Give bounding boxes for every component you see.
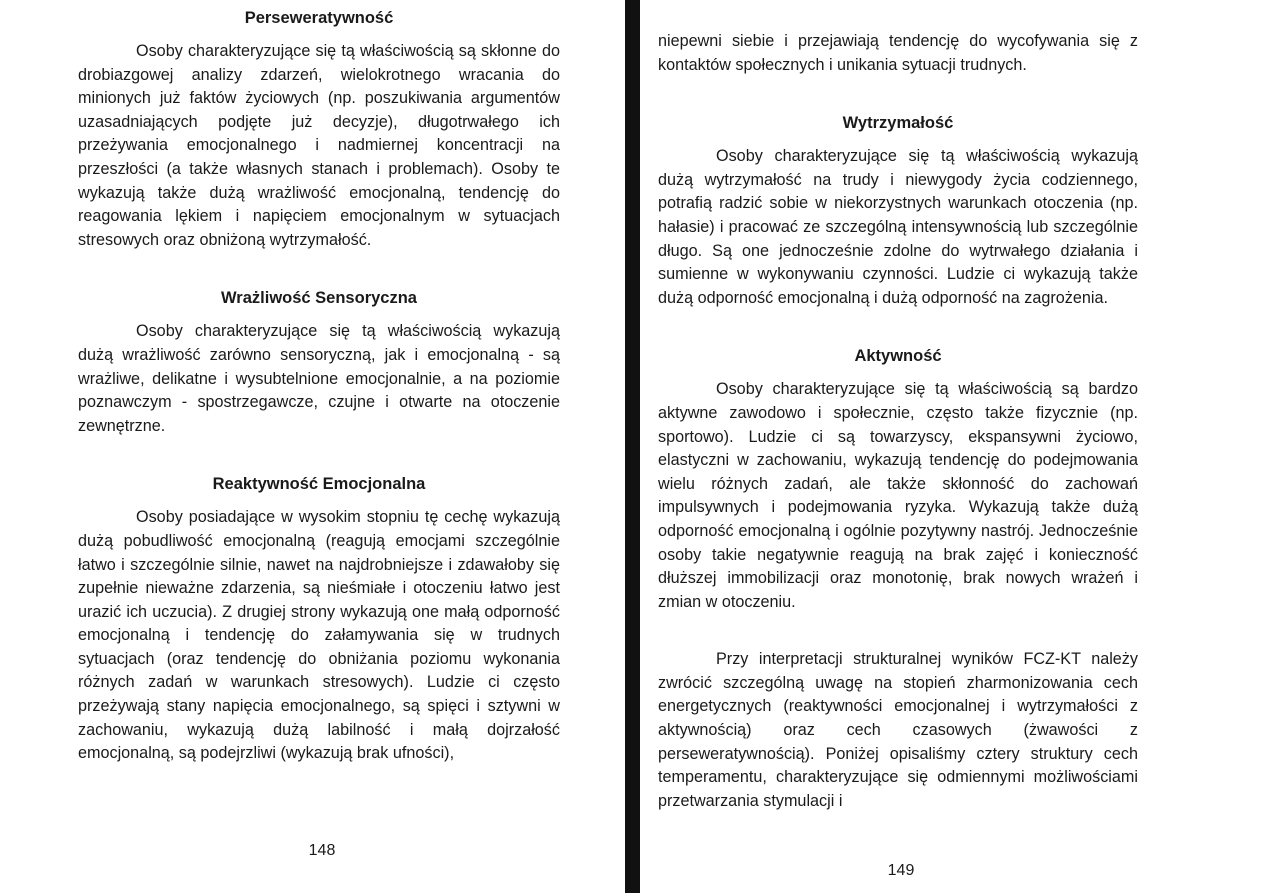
paragraph-wrazliwosc-sensoryczna: Osoby charakteryzujące się tą właściwością wykazują dużą wrażliwość zarówno sensoryczną, jak i emocjonalną - są wrażliwe, delikatne i wysubtelnione emocjonalnie, a na poziomie poznawczym - spostrzegawcze, czujne i otwarte na otoczenie zewnętrzne. (78, 322, 560, 435)
paragraph-perseweratywnosc: Osoby charakteryzujące się tą właściwością są skłonne do drobiazgowej analizy zdarzeń, wielokrotnego wracania do minionych już faktów życiowych (np. poszukiwania argumentów uzasadniających podjęte już decyzje), długotrwałego ich przeżywania emocjonalnego i nadmiernej koncentracji na przeszłości (a także własnych stanach i problemach). Osoby te wykazują także dużą wrażliwość emocjonalną, tendencję do reagowania lękiem i napięciem emocjonalnym w sytuacjach stresowych oraz obniżoną wytrzymałość. (78, 42, 560, 249)
heading-wrazliwosc-sensoryczna: Wrażliwość Sensoryczna (221, 289, 417, 308)
paragraph-aktywnosc: Osoby charakteryzujące się tą właściwością są bardzo aktywne zawodowo i społecznie, często także fizycznie (np. sportowo). Ludzie ci są towarzyscy, ekspansywni życiowo, elastyczni w zachowaniu, wykazują tendencję do podejmowania wielu różnych zadań, ale także skłonność do zachowań impulsywnych i podejmowania ryzyka. Wykazują także dużą odporność emocjonalną i ogólnie pozytywny nastrój. Jednocześnie osoby takie negatywnie reagują na brak zajęć i konieczność dłuższej immobilizacji oraz monotonię, brak nowych wrażeń i zmian w otoczeniu. (658, 380, 1138, 611)
heading-wytrzymalosc: Wytrzymałość (842, 114, 954, 133)
left-page (0, 0, 625, 893)
page-number-right: 149 (887, 862, 915, 879)
right-page-text-column (658, 30, 1138, 813)
paragraph-wytrzymalosc: Osoby charakteryzujące się tą właściwością wykazują dużą wytrzymałość na trudy i niewygody życia codziennego, potrafią radzić sobie w niekorzystnych warunkach otoczenia (np. hałasie) i pracować ze szczególną intensywnością lub szczególnie długo. Są one jednocześnie zdolne do wytrwałego działania i sumienne w wykonywaniu czynności. Ludzie ci wykazują także dużą odporność emocjonalną i dużą odporność na zagrożenia. (658, 147, 1138, 307)
paragraph-interpretacja: Przy interpretacji strukturalnej wyników FCZ-KT należy zwrócić szczególną uwagę na stopień zharmonizowania cech energetycznych (reaktywności emocjonalnej i wytrzymałości z aktywnością) oraz cech czasowych (żwawości z perseweratywnością). Poniżej opisaliśmy cztery struktury cech temperamentu, charakteryzujące się odmiennymi możliwościami przetwarzania stymulacji i (658, 650, 1138, 810)
page-number-left: 148 (308, 842, 336, 859)
paragraph-continuation: niepewni siebie i przejawiają tendencję do wycofywania się z kontaktów społecznych i unikania sytuacji trudnych. (658, 32, 1138, 74)
left-page-text-column (78, 6, 560, 766)
right-page (640, 0, 1263, 893)
paragraph-reaktywnosc-emocjonalna: Osoby posiadające w wysokim stopniu tę cechę wykazują dużą pobudliwość emocjonalną (reagują emocjami szczególnie łatwo i szczególnie silnie, nawet na najdrobniejsze i zdawałoby się zupełnie nieważne zdarzenia, są nieśmiałe i otoczeniu łatwo jest urazić ich uczucia). Z drugiej strony wykazują one małą odporność emocjonalną i tendencję do załamywania się w trudnych sytuacjach (oraz tendencję do obniżania poziomu wykonania różnych zadań w warunkach stresowych). Ludzie ci często przeżywają stany napięcia emocjonalnego, są spięci i sztywni w zachowaniu, wykazują dużą labilność i małą dojrzałość emocjonalną, są podejrzliwi (wykazują brak ufności), (78, 508, 560, 763)
heading-aktywnosc: Aktywność (854, 347, 942, 366)
book-spine-shadow (625, 0, 640, 893)
heading-reaktywnosc-emocjonalna: Reaktywność Emocjonalna (212, 475, 426, 494)
heading-perseweratywnosc: Perseweratywność (244, 9, 394, 27)
